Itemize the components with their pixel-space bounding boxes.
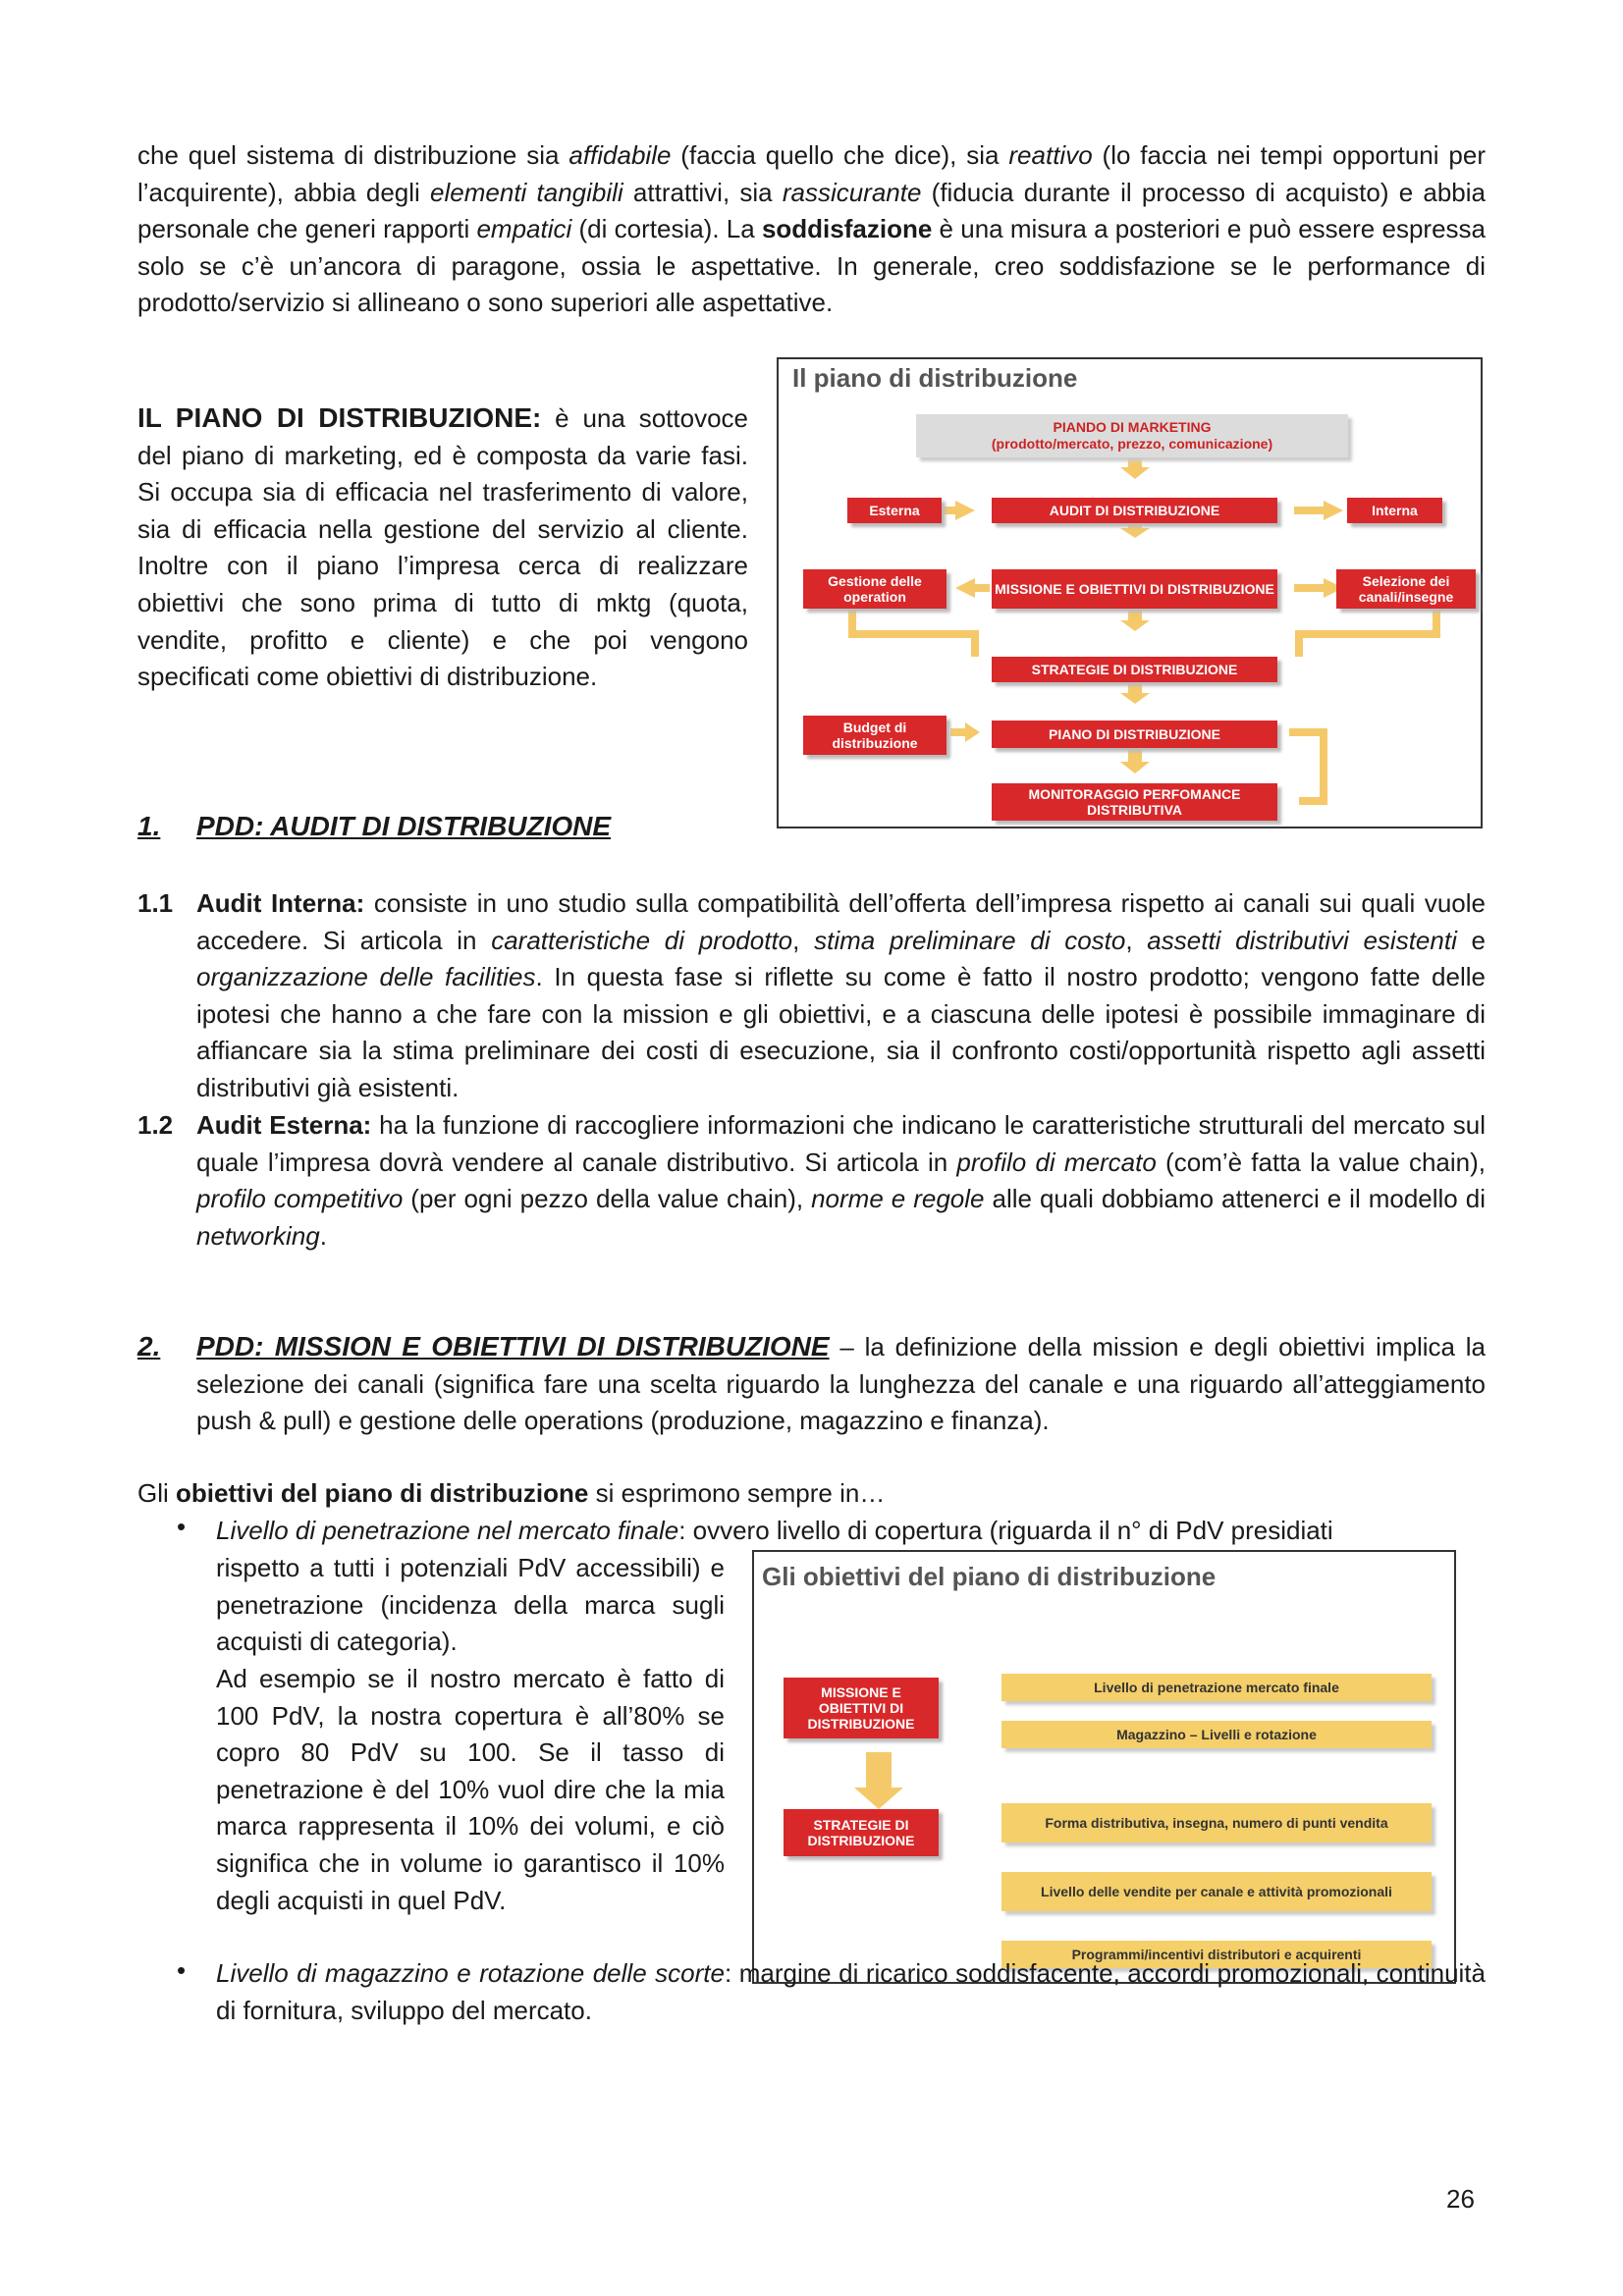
box2-livello-vendite: Livello delle vendite per canale e attività promozionali — [1001, 1872, 1432, 1911]
box2-strategie: STRATEGIE DI DISTRIBUZIONE — [784, 1809, 939, 1856]
box-selezione-canali: Selezione dei canali/insegne — [1336, 569, 1476, 609]
bullet1-term: Livello di penetrazione nel mercato finale — [216, 1516, 679, 1545]
bullet1-line1 — [216, 1513, 1486, 1550]
box-piano: PIANO DI DISTRIBUZIONE — [992, 721, 1277, 748]
text-run: (com’è fatta la value chain), — [1156, 1147, 1486, 1177]
term: profilo di mercato — [956, 1147, 1157, 1177]
text-run: (fiducia durante il processo di acquisto) e abbia personale che generi rapporti — [137, 177, 1486, 244]
box-budget: Budget di distribuzione — [803, 716, 947, 755]
bullet1-rest: rispetto a tutti i potenziali PdV accessibili) e penetrazione (incidenza della marca sugli acquisti di categoria). — [216, 1553, 725, 1657]
bullet-dot: • — [177, 1955, 187, 1985]
bullet1-example — [216, 1661, 725, 1919]
box2-penetrazione: Livello di penetrazione mercato finale — [1001, 1674, 1432, 1701]
term-reattivo: reattivo — [1008, 140, 1093, 170]
term: organizzazione delle facilities — [196, 962, 536, 992]
term: stima preliminare di costo — [814, 925, 1126, 955]
bullet1-example-text: Ad esempio se il nostro mercato è fatto di 100 PdV, la nostra copertura è all’80% se copro 80 PdV su 100. Se il tasso di penetrazione è del 10% vuol dire che la mia marca rappresenta il 10% dei volumi, e ciò significa che in volume io garantisco il 10% degli acquisti in quel PdV. — [216, 1664, 725, 1915]
term-affidabile: affidabile — [568, 140, 672, 170]
item-1-2-number: 1.2 — [137, 1110, 174, 1140]
box2-magazzino: Magazzino – Livelli e rotazione — [1001, 1721, 1432, 1748]
piano-paragraph — [137, 400, 748, 696]
bullet2-term: Livello di magazzino e rotazione delle scorte — [216, 1958, 725, 1988]
objectives-bold: obiettivi del piano di distribuzione — [176, 1478, 589, 1508]
term: norme e regole — [811, 1184, 985, 1214]
text-run: (faccia quello che dice), sia — [671, 140, 1009, 170]
section2-paragraph — [196, 1328, 1486, 1440]
term-soddisfazione: soddisfazione — [761, 214, 933, 244]
section1-number: 1. — [137, 811, 161, 841]
box-audit: AUDIT DI DISTRIBUZIONE — [992, 498, 1277, 523]
text-run: , — [1125, 925, 1148, 955]
text-run: Gli — [137, 1478, 176, 1508]
item-1-2-text — [196, 1107, 1486, 1255]
bullet1-continued — [216, 1550, 725, 1661]
term-rassicurante: rassicurante — [782, 177, 922, 207]
term-elementi-tangibili: elementi tangibili — [430, 177, 623, 207]
box-gestione-operation: Gestione delle operation — [803, 569, 947, 609]
text-run: consiste in uno studio sulla compatibilità dell’offerta dell’impresa rispetto ai canali sui quali vuole accedere. Si articola in — [196, 888, 1486, 955]
text-run: , — [792, 925, 815, 955]
box2-programmi: Programmi/incentivi distributori e acquirenti — [1001, 1941, 1432, 1968]
section2-number: 2. — [137, 1331, 161, 1362]
bullet1-text: : ovvero livello di copertura (riguarda il n° di PdV presidiati — [678, 1516, 1333, 1545]
section1-title: PDD: AUDIT DI DISTRIBUZIONE — [196, 811, 612, 841]
item-1-1-number: 1.1 — [137, 888, 174, 918]
bullet2-text: : margine di ricarico soddisfacente, accordi promozionali, continuità di fornitura, sviluppo del mercato. — [216, 1958, 1486, 2025]
piano-text: è una sottovoce del piano di marketing, ed è composta da varie fasi. Si occupa sia di efficacia nel trasferimento di valore, sia di efficacia nella gestione del servizio al cliente. Inoltre con il piano l’impresa cerca di realizzare obiettivi che sono prima di tutto di mktg (quota, vendite, profitto e cliente) e che poi vengono specificati come obiettivi di distribuzione. — [137, 403, 748, 692]
term: networking — [196, 1220, 320, 1251]
text-run: si esprimono sempre in… — [588, 1478, 886, 1508]
section2-text: – la definizione della mission e degli obiettivi implica la selezione dei canali (significa fare una scelta riguardo la lunghezza del canale e una riguardo all’atteggiamento push & pull) e gestione delle operations (produzione, magazzino e finanza). — [196, 1332, 1486, 1436]
text-run: . — [319, 1220, 327, 1251]
box-strategie: STRATEGIE DI DISTRIBUZIONE — [992, 657, 1277, 682]
page-number: 26 — [1446, 2184, 1475, 2214]
piano-heading: IL PIANO DI DISTRIBUZIONE: — [137, 402, 542, 433]
box-interna: Interna — [1347, 498, 1442, 523]
text-run: . In questa fase si riflette su come è fatto il nostro prodotto; vengono fatte delle ipotesi che hanno a che fare con la mission e gli obiettivi, e a ciascuna delle ipotesi è possibile immaginare di affiancare sia la stima preliminare dei costi di esecuzione, sia il confronto costi/opportunità rispetto agli assetti distributivi già esistenti. — [196, 962, 1486, 1102]
text-run: (lo faccia nei tempi opportuni per l’acquirente), abbia degli — [137, 140, 1486, 207]
text-run: alle quali dobbiamo attenerci e il modello di — [984, 1184, 1486, 1214]
text-run: (per ogni pezzo della value chain), — [403, 1184, 812, 1214]
text-run: attrattivi, sia — [622, 177, 783, 207]
box2-missione: MISSIONE E OBIETTIVI DI DISTRIBUZIONE — [784, 1678, 939, 1738]
term-empatici: empatici — [476, 214, 572, 244]
text-run: che quel sistema di distribuzione sia — [137, 140, 569, 170]
term: caratteristiche di prodotto — [491, 925, 793, 955]
text-run: è una misura a posteriori e può essere espressa solo se c’è un’ancora di paragone, ossia le aspettative. In generale, creo soddisfazione se le performance di prodotto/servizio si allineano o sono superiori alle aspettative. — [137, 214, 1486, 318]
figure2-arrow — [754, 1552, 1454, 1982]
item-1-1-text — [196, 885, 1486, 1107]
text-run: e — [1456, 925, 1487, 955]
box-esterna: Esterna — [847, 498, 942, 523]
figure-piano-distribuzione — [777, 357, 1483, 828]
item-1-1-label: Audit Interna: — [196, 888, 365, 918]
box-monitoraggio: MONITORAGGIO PERFOMANCE DISTRIBUTIVA — [992, 783, 1277, 821]
figure-title: Il piano di distribuzione — [792, 363, 1078, 393]
box-piano-marketing-line1: PIANDO DI MARKETING — [1053, 419, 1212, 435]
figure2-title: Gli obiettivi del piano di distribuzione — [762, 1562, 1217, 1591]
box-piano-marketing — [916, 414, 1348, 457]
box-piano-marketing-line2: (prodotto/mercato, prezzo, comunicazione) — [991, 436, 1273, 452]
figure-obiettivi — [752, 1550, 1456, 1984]
box2-forma-distributiva: Forma distributiva, insegna, numero di punti vendita — [1001, 1803, 1432, 1842]
item-1-2-label: Audit Esterna: — [196, 1110, 372, 1140]
text-run: ha la funzione di raccogliere informazioni che indicano le caratteristiche strutturali del mercato sul quale l’impresa dovrà vendere al canale distributivo. Si articola in — [196, 1110, 1486, 1177]
text-run: (di cortesia). La — [571, 214, 762, 244]
term: assetti distributivi esistenti — [1147, 925, 1457, 955]
section2-title: PDD: MISSION E OBIETTIVI DI DISTRIBUZIONE — [196, 1331, 830, 1362]
intro-paragraph — [137, 137, 1486, 322]
bullet2-paragraph — [216, 1955, 1486, 2029]
bullet-dot: • — [177, 1512, 187, 1541]
box-missione: MISSIONE E OBIETTIVI DI DISTRIBUZIONE — [992, 569, 1277, 609]
objectives-intro — [137, 1475, 1486, 1513]
term: profilo competitivo — [196, 1184, 404, 1214]
